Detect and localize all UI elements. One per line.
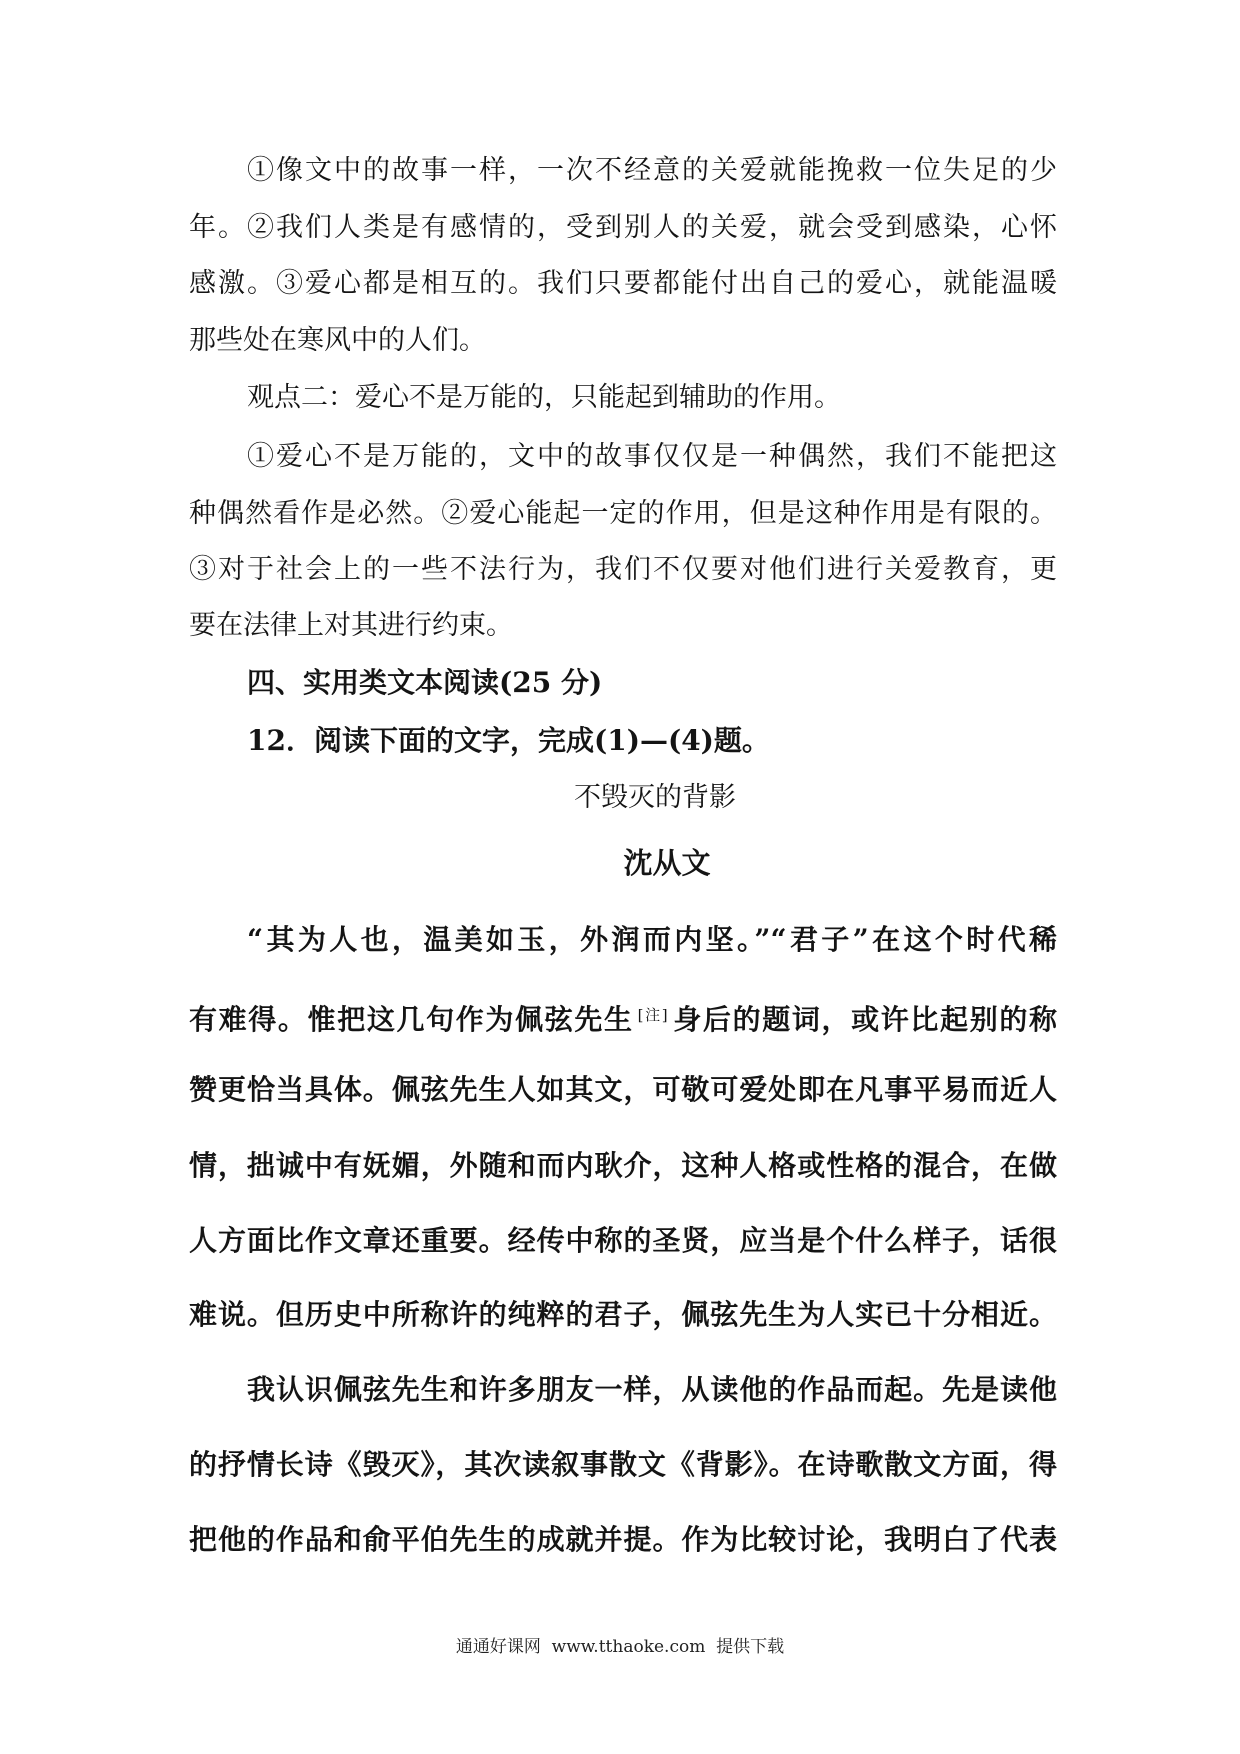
article-author: 沈从文 bbox=[623, 846, 711, 880]
question-prompt: 12．阅读下面的文字，完成(1)—(4)题。 bbox=[247, 724, 770, 757]
article-line: 赞更恰当具体。佩弦先生人如其文，可敬可爱处即在凡事平易而近人 bbox=[189, 1073, 1057, 1106]
passage-line: 感激。③爱心都是相互的。我们只要都能付出自己的爱心，就能温暖 bbox=[189, 268, 1057, 299]
passage-line: 那些处在寒风中的人们。 bbox=[189, 325, 486, 356]
article-title: 不毁灭的背影 bbox=[574, 782, 736, 813]
passage-line: 年。②我们人类是有感情的，受到别人的关爱，就会受到感染，心怀 bbox=[189, 212, 1057, 243]
article-line: 难说。但历史中所称许的纯粹的君子，佩弦先生为人实已十分相近。 bbox=[189, 1298, 1057, 1331]
article-line: 人方面比作文章还重要。经传中称的圣贤，应当是个什么样子，话很 bbox=[189, 1224, 1057, 1257]
passage-line: 种偶然看作是必然。②爱心能起一定的作用，但是这种作用是有限的。 bbox=[189, 498, 1057, 529]
article-line: 我认识佩弦先生和许多朋友一样，从读他的作品而起。先是读他 bbox=[247, 1373, 1057, 1406]
article-line: 情，拙诚中有妩媚，外随和而内耿介，这种人格或性格的混合，在做 bbox=[189, 1149, 1057, 1182]
footnote-marker: [注] bbox=[637, 1006, 668, 1024]
passage-line: ③对于社会上的一些不法行为，我们不仅要对他们进行关爱教育，更 bbox=[189, 554, 1057, 585]
article-line: 的抒情长诗《毁灭》，其次读叙事散文《背影》。在诗歌散文方面，得 bbox=[189, 1448, 1057, 1481]
viewpoint-heading: 观点二：爱心不是万能的，只能起到辅助的作用。 bbox=[247, 382, 841, 413]
passage-line: ①爱心不是万能的，文中的故事仅仅是一种偶然，我们不能把这 bbox=[247, 441, 1057, 472]
article-line: “其为人也，温美如玉，外润而内坚。”“君子”在这个时代稀 bbox=[247, 923, 1057, 956]
article-text: 身后的题词，或许比起别的称 bbox=[671, 1003, 1057, 1036]
passage-line: 要在法律上对其进行约束。 bbox=[189, 610, 513, 641]
page-footer: 通通好课网 www.tthaoke.com 提供下载 bbox=[455, 1637, 785, 1657]
passage-line: ①像文中的故事一样，一次不经意的关爱就能挽救一位失足的少 bbox=[247, 155, 1057, 186]
article-line: 把他的作品和俞平伯先生的成就并提。作为比较讨论，我明白了代表 bbox=[189, 1523, 1057, 1556]
section-heading: 四、实用类文本阅读(25 分) bbox=[247, 666, 603, 699]
article-text: 有难得。惟把这几句作为佩弦先生 bbox=[189, 1003, 634, 1036]
article-line bbox=[189, 998, 1057, 1036]
